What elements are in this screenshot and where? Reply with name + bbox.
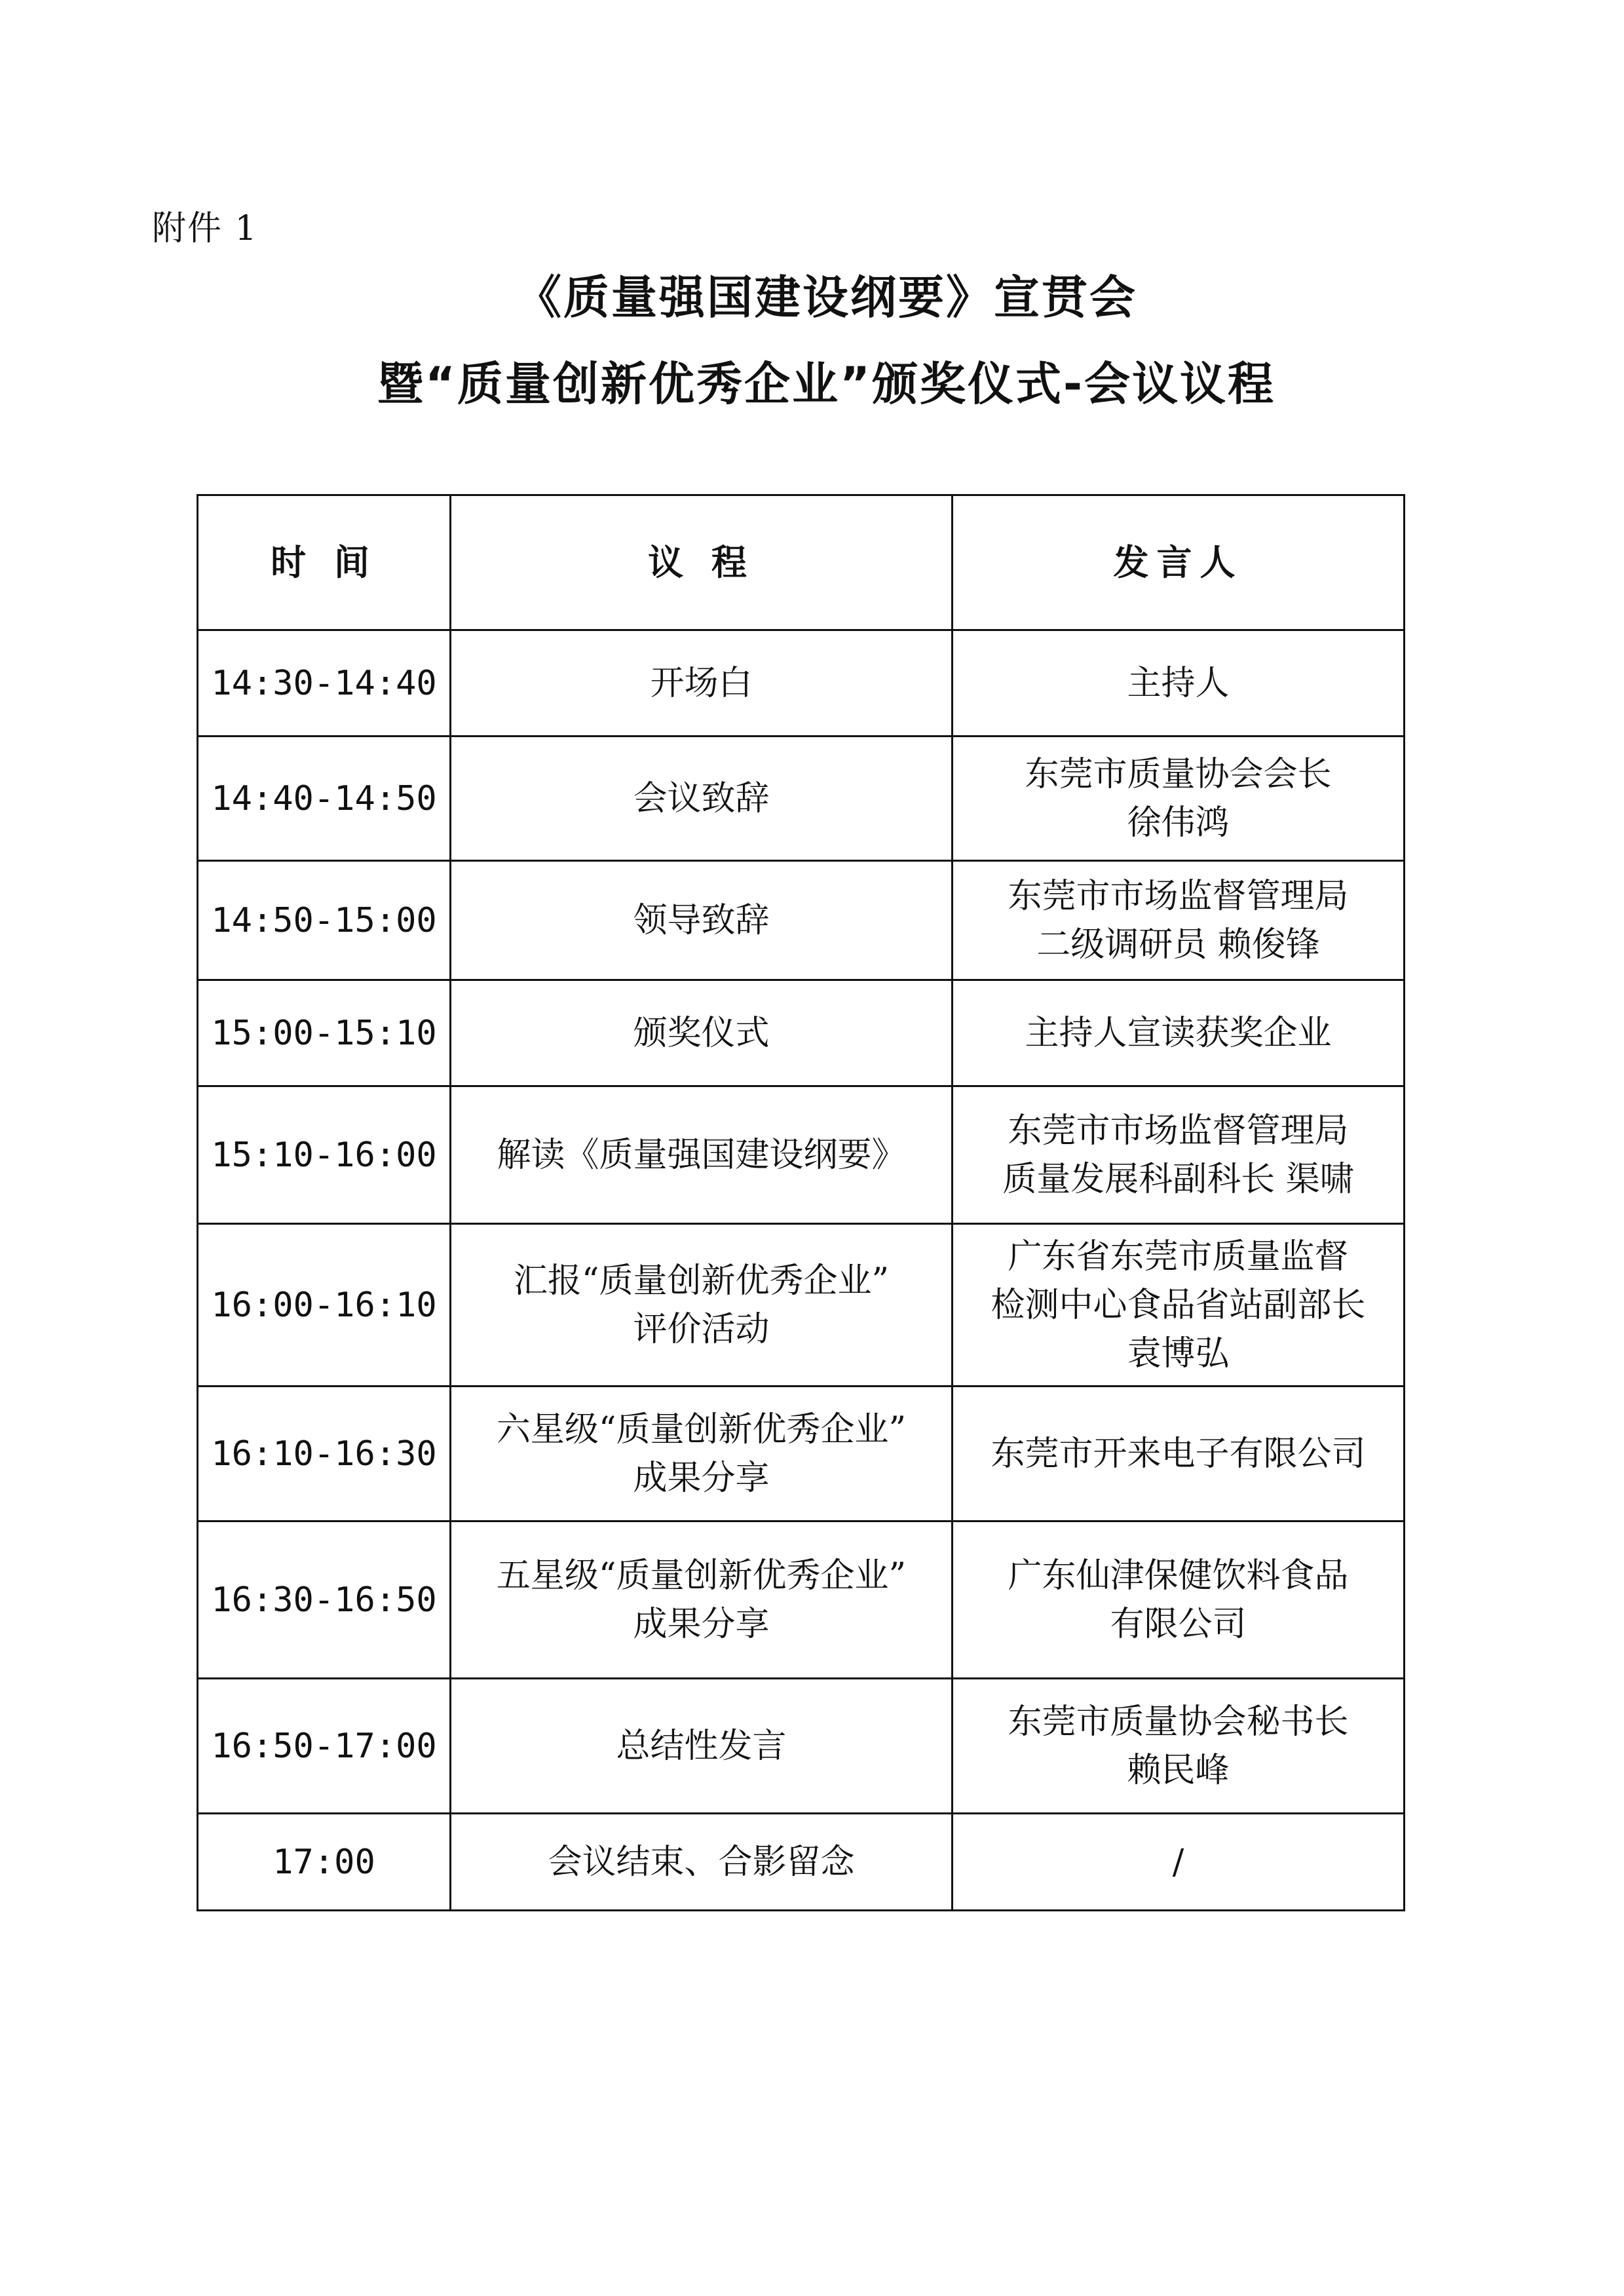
table-row [198, 1224, 1405, 1387]
speaker-cell [953, 1224, 1405, 1387]
agenda-line: 颁奖仪式 [633, 1013, 770, 1053]
header-agenda: 议 程 [451, 495, 953, 630]
header-speaker: 发言人 [953, 495, 1405, 630]
speaker-cell [953, 1086, 1405, 1224]
time-cell: 14:50-15:00 [198, 861, 451, 980]
document-title-line-2: 暨“质量创新优秀企业”颁奖仪式-会议议程 [377, 357, 1276, 411]
speaker-cell [953, 861, 1405, 980]
table-header-row [198, 495, 1405, 630]
speaker-cell [953, 1521, 1405, 1679]
agenda-line: 汇报“质量创新优秀企业” [513, 1261, 890, 1301]
agenda-body [198, 630, 1405, 1911]
speaker-line: 赖民峰 [1127, 1750, 1230, 1790]
time-cell: 16:50-17:00 [198, 1679, 451, 1814]
speaker-line: 东莞市市场监督管理局 [1008, 1111, 1349, 1151]
speaker-line: 有限公司 [1110, 1604, 1247, 1644]
time-cell: 16:30-16:50 [198, 1521, 451, 1679]
agenda-line: 成果分享 [633, 1458, 770, 1498]
header-time: 时 间 [198, 495, 451, 630]
speaker-line: 东莞市质量协会秘书长 [1008, 1702, 1349, 1742]
time-cell: 14:30-14:40 [198, 630, 451, 737]
time-cell: 16:10-16:30 [198, 1387, 451, 1521]
agenda-line: 六星级“质量创新优秀企业” [496, 1409, 907, 1449]
agenda-cell [451, 1224, 953, 1387]
agenda-cell [451, 737, 953, 861]
agenda-line: 成果分享 [633, 1604, 770, 1644]
agenda-line: 会议致辞 [633, 778, 770, 818]
table-row [198, 861, 1405, 980]
speaker-line: 东莞市开来电子有限公司 [991, 1434, 1366, 1474]
time-cell: 17:00 [198, 1814, 451, 1911]
table-row [198, 1086, 1405, 1224]
agenda-line: 评价活动 [633, 1309, 770, 1349]
time-cell: 16:00-16:10 [198, 1224, 451, 1387]
table-row [198, 1679, 1405, 1814]
time-cell: 14:40-14:50 [198, 737, 451, 861]
table-row [198, 1814, 1405, 1911]
speaker-cell [953, 737, 1405, 861]
speaker-line: 东莞市质量协会会长 [1025, 754, 1332, 794]
speaker-cell [953, 980, 1405, 1086]
speaker-line: / [1172, 1842, 1184, 1882]
document-title-line-1: 《质量强国建设纲要》宣贯会 [516, 271, 1137, 324]
speaker-line: 检测中心食品省站副部长 [991, 1285, 1366, 1325]
attachment-label: 附件 1 [152, 209, 258, 248]
agenda-line: 五星级“质量创新优秀企业” [496, 1556, 907, 1596]
table-row [198, 980, 1405, 1086]
speaker-line: 东莞市市场监督管理局 [1008, 876, 1349, 916]
agenda-cell [451, 1814, 953, 1911]
agenda-line: 总结性发言 [616, 1726, 787, 1766]
speaker-line: 主持人宣读获奖企业 [1025, 1013, 1332, 1053]
table-row [198, 1521, 1405, 1679]
table-row [198, 1387, 1405, 1521]
speaker-cell [953, 1679, 1405, 1814]
table-row [198, 630, 1405, 737]
agenda-cell [451, 1387, 953, 1521]
speaker-line: 质量发展科副科长 渠啸 [1002, 1159, 1354, 1199]
speaker-line: 徐伟鸿 [1127, 803, 1230, 843]
agenda-line: 解读《质量强国建设纲要》 [497, 1135, 906, 1175]
time-cell: 15:00-15:10 [198, 980, 451, 1086]
speaker-line: 二级调研员 赖俊锋 [1036, 925, 1320, 965]
speaker-line: 广东省东莞市质量监督 [1008, 1236, 1349, 1276]
time-cell: 15:10-16:00 [198, 1086, 451, 1224]
agenda-cell [451, 1679, 953, 1814]
speaker-cell [953, 1814, 1405, 1911]
speaker-line: 袁博弘 [1127, 1333, 1230, 1373]
agenda-line: 开场白 [650, 663, 753, 703]
agenda-cell [451, 630, 953, 737]
agenda-table [197, 494, 1405, 1911]
agenda-line: 会议结束、合影留念 [548, 1842, 855, 1882]
agenda-cell [451, 861, 953, 980]
speaker-line: 主持人 [1127, 663, 1230, 703]
table-row [198, 737, 1405, 861]
speaker-line: 广东仙津保健饮料食品 [1008, 1556, 1349, 1596]
agenda-line: 领导致辞 [633, 900, 770, 940]
agenda-cell [451, 1086, 953, 1224]
speaker-cell [953, 630, 1405, 737]
agenda-cell [451, 1521, 953, 1679]
speaker-cell [953, 1387, 1405, 1521]
agenda-cell [451, 980, 953, 1086]
